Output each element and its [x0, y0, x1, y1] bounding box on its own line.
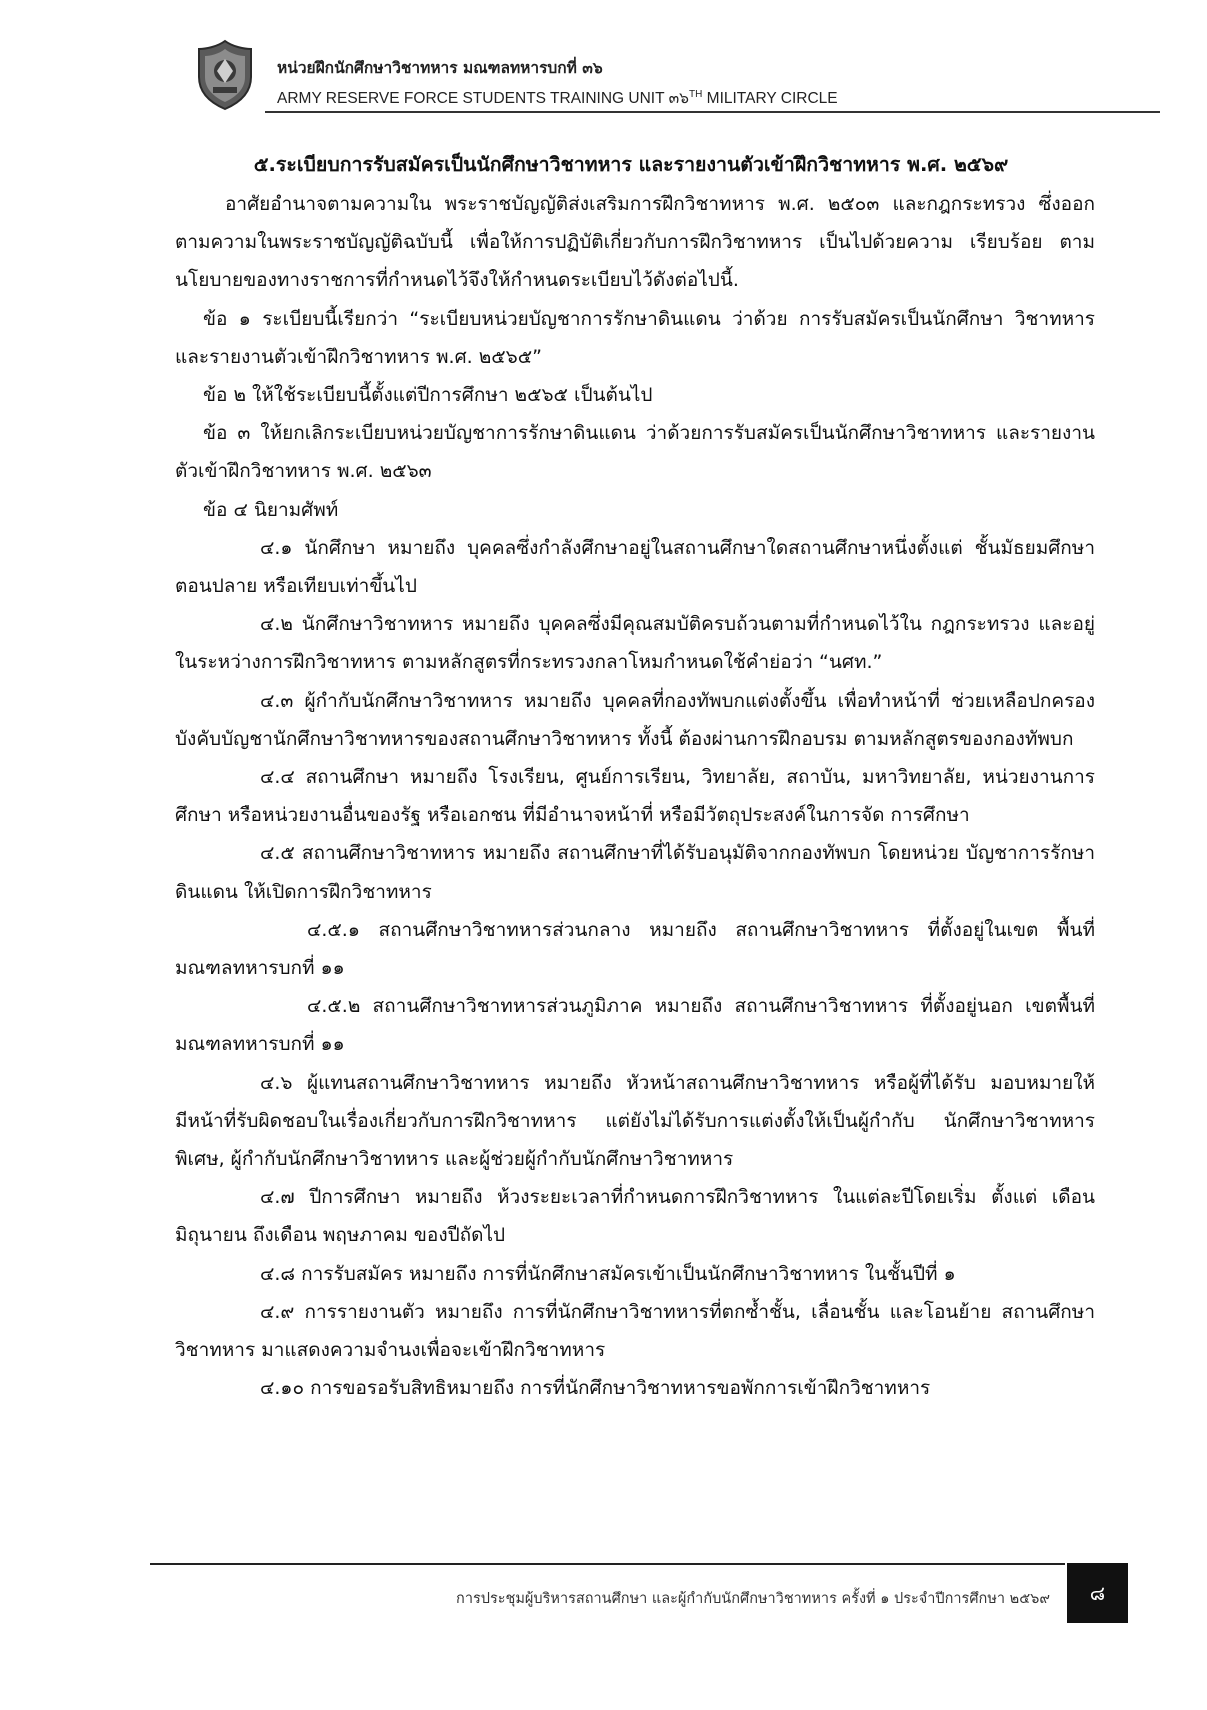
document-body [175, 145, 1095, 1408]
definition-4-4: ๔.๔ สถานศึกษา หมายถึง โรงเรียน, ศูนย์การเรียน, วิทยาลัย, สถาบัน, มหาวิทยาลัย, หน่วยงานการศึกษา หรือหน่วยงานอื่นของรัฐ หรือเอกชน ที่มีอำนาจหน้าที่ หรือมีวัตถุประสงค์ในการจัด การศึกษา [175, 766, 1095, 827]
unit-name-thai: หน่วยฝึกนักศึกษาวิชาทหาร มณฑลทหารบกที่ ๓๖ [277, 59, 603, 77]
definition-4-7: ๔.๗ ปีการศึกษา หมายถึง ห้วงระยะเวลาที่กำหนดการฝึกวิชาทหาร ในแต่ละปีโดยเริ่ม ตั้งแต่ เดือน มิถุนายน ถึงเดือน พฤษภาคม ของปีถัดไป [175, 1186, 1095, 1247]
paragraph-clause-3: ข้อ ๓ ให้ยกเลิกระเบียบหน่วยบัญชาการรักษาดินแดน ว่าด้วยการรับสมัครเป็นนักศึกษาวิชาทหาร และรายงานตัวเข้าฝึกวิชาทหาร พ.ศ. ๒๕๖๓ [175, 422, 1095, 483]
definition-4-8: ๔.๘ การรับสมัคร หมายถึง การที่นักศึกษาสมัครเข้าเป็นนักศึกษาวิชาทหาร ในชั้นปีที่ ๑ [260, 1262, 956, 1285]
paragraph-clause-2: ข้อ ๒ ให้ใช้ระเบียบนี้ตั้งแต่ปีการศึกษา ๒๕๖๕ เป็นต้นไป [203, 384, 653, 407]
definition-4-5-1: ๔.๕.๑ สถานศึกษาวิชาทหารส่วนกลาง หมายถึง สถานศึกษาวิชาทหาร ที่ตั้งอยู่ในเขต พื้นที่ มณฑลทหารบกที่ ๑๑ [175, 918, 1095, 980]
page-header [195, 35, 1160, 115]
footer-divider [150, 1563, 1065, 1565]
paragraph-clause-1: ข้อ ๑ ระเบียบนี้เรียกว่า “ระเบียบหน่วยบัญชาการรักษาดินแดน ว่าด้วย การรับสมัครเป็นนักศึกษา วิชาทหาร และรายงานตัวเข้าฝึกวิชาทหาร พ.ศ. ๒๕๖๕” [175, 307, 1095, 368]
definition-4-1: ๔.๑ นักศึกษา หมายถึง บุคคลซึ่งกำลังศึกษาอยู่ในสถานศึกษาใดสถานศึกษาหนึ่งตั้งแต่ ชั้นมัธยมศึกษาตอนปลาย หรือเทียบเท่าขึ้นไป [175, 536, 1095, 598]
header-divider [265, 111, 1160, 113]
definition-4-9: ๔.๙ การรายงานตัว หมายถึง การที่นักศึกษาวิชาทหารที่ตกซ้ำชั้น, เลื่อนชั้น และโอนย้าย สถานศึกษาวิชาทหาร มาแสดงความจำนงเพื่อจะเข้าฝึกวิชาทหาร [175, 1300, 1095, 1362]
definition-4-10: ๔.๑๐ การขอรอรับสิทธิหมายถึง การที่นักศึกษาวิชาทหารขอพักการเข้าฝึกวิชาทหาร [260, 1377, 931, 1400]
unit-name-english: ARMY RESERVE FORCE STUDENTS TRAINING UNIT ๓๖$^{TH}$ MILITARY CIRCLE [277, 88, 838, 107]
definition-4-5: ๔.๕ สถานศึกษาวิชาทหาร หมายถึง สถานศึกษาที่ได้รับอนุมัติจากกองทัพบก โดยหน่วย บัญชาการรักษาดินแดน ให้เปิดการฝึกวิชาทหาร [175, 842, 1095, 903]
definition-4-5-2: ๔.๕.๒ สถานศึกษาวิชาทหารส่วนภูมิภาค หมายถึง สถานศึกษาวิชาทหาร ที่ตั้งอยู่นอก เขตพื้นที่ มณฑลทหารบกที่ ๑๑ [175, 995, 1095, 1056]
page-number: ๘ [1067, 1563, 1128, 1623]
definition-4-3: ๔.๓ ผู้กำกับนักศึกษาวิชาทหาร หมายถึง บุคคลที่กองทัพบกแต่งตั้งขึ้น เพื่อทำหน้าที่ ช่วยเหลือปกครองบังคับบัญชานักศึกษาวิชาทหารของสถานศึกษาวิชาทหาร ทั้งนี้ ต้องผ่านการฝึกอบรม ตามหลักสูตรของกองทัพบก [175, 689, 1095, 750]
definition-4-6: ๔.๖ ผู้แทนสถานศึกษาวิชาทหาร หมายถึง หัวหน้าสถานศึกษาวิชาทหาร หรือผู้ที่ได้รับ มอบหมายให้มีหน้าที่รับผิดชอบในเรื่องเกี่ยวกับการฝึกวิชาทหาร แต่ยังไม่ได้รับการแต่งตั้งให้เป็นผู้กำกับ นักศึกษาวิชาทหารพิเศษ, ผู้กำกับนักศึกษาวิชาทหาร และผู้ช่วยผู้กำกับนักศึกษาวิชาทหาร [175, 1071, 1095, 1171]
paragraph-clause-4: ข้อ ๔ นิยามศัพท์ [203, 498, 339, 521]
document-title: ๕.ระเบียบการรับสมัครเป็นนักศึกษาวิชาทหาร และรายงานตัวเข้าฝึกวิชาทหาร พ.ศ. ๒๕๖๙ [253, 153, 1009, 176]
definition-4-2: ๔.๒ นักศึกษาวิชาทหาร หมายถึง บุคคลซึ่งมีคุณสมบัติครบถ้วนตามที่กำหนดไว้ใน กฎกระทรวง และอยู่ในระหว่างการฝึกวิชาทหาร ตามหลักสูตรที่กระทรวงกลาโหมกำหนดใช้คำย่อว่า “นศท.” [175, 613, 1095, 674]
paragraph-preamble: อาศัยอำนาจตามความใน พระราชบัญญัติส่งเสริมการฝึกวิชาทหาร พ.ศ. ๒๕๐๓ และกฎกระทรวง ซึ่งออกตามความในพระราชบัญญัติฉบับนี้ เพื่อให้การปฏิบัติเกี่ยวกับการฝึกวิชาทหาร เป็นไปด้วยความ เรียบร้อย ตามนโยบายของทางราชการที่กำหนดไว้จึงให้กำหนดระเบียบไว้ดังต่อไปนี้. [175, 193, 1095, 292]
footer-text: การประชุมผู้บริหารสถานศึกษา และผู้กำกับนักศึกษาวิชาทหาร ครั้งที่ ๑ ประจำปีการศึกษา ๒๕๖๙ [456, 1591, 1050, 1607]
army-reserve-emblem-icon [195, 39, 255, 111]
